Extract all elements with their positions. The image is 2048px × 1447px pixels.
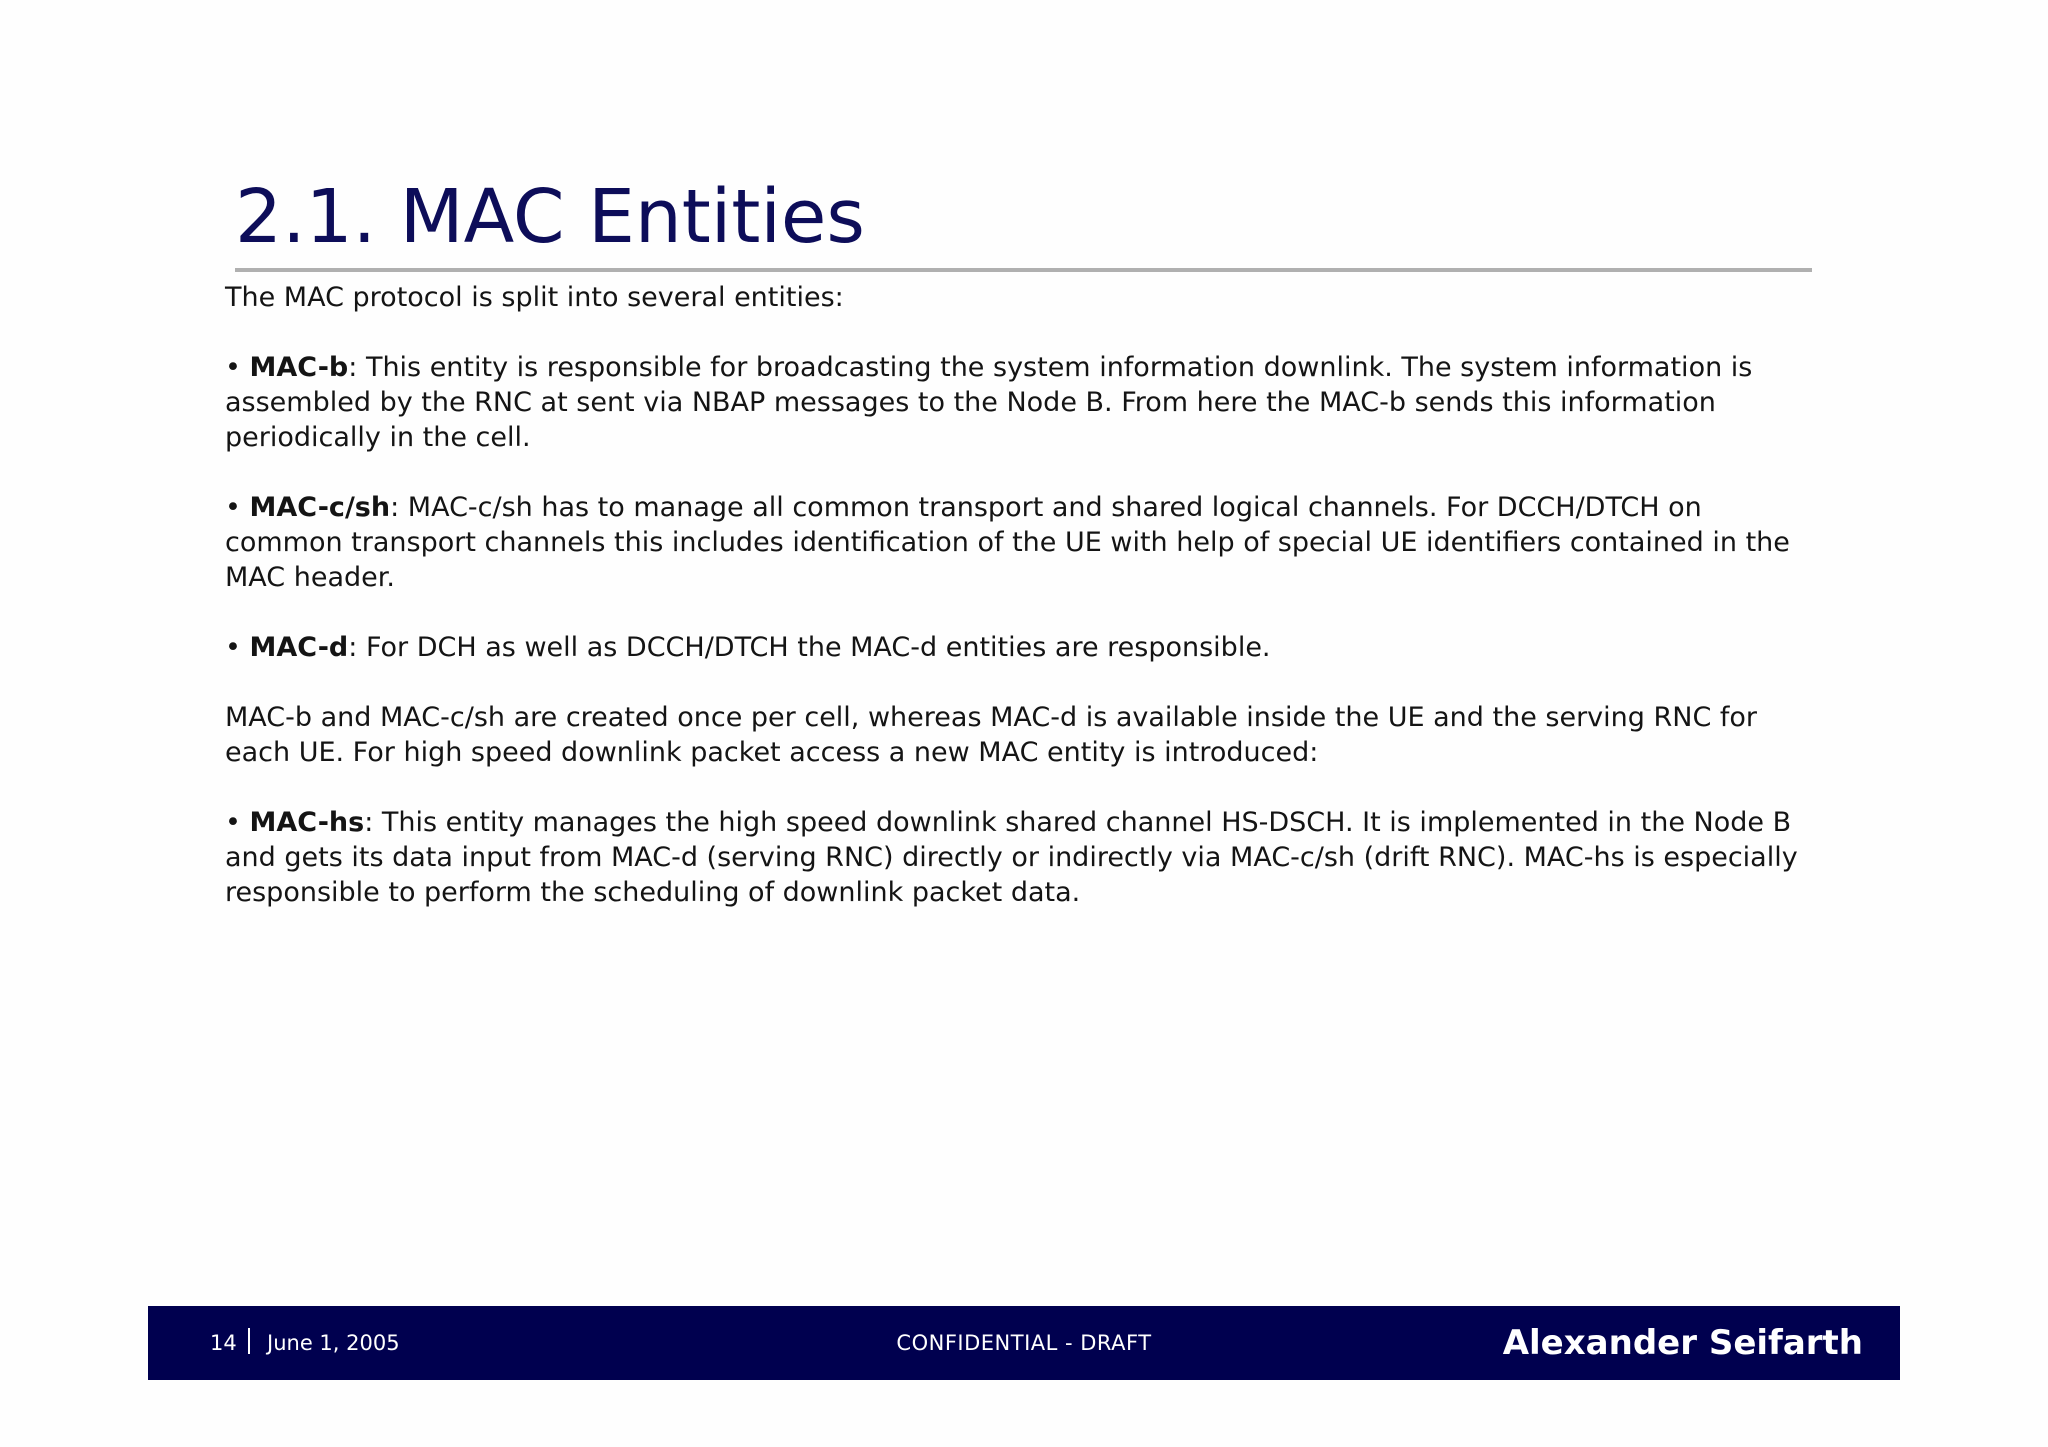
entity-description: : MAC-c/sh has to manage all common transport and shared logical channels. For DCCH/DTCH on common transport channels this includes identification of the UE with help of special UE identifiers contained in the MAC header. (225, 492, 1790, 593)
entity-term: MAC-b (249, 352, 349, 383)
bullet: • (225, 632, 241, 663)
entity-item-mac-b (225, 350, 1825, 455)
author-name: Alexander Seifarth (1502, 1323, 1863, 1363)
entity-term: MAC-c/sh (249, 492, 391, 523)
entity-description: : This entity manages the high speed downlink shared channel HS-DSCH. It is implemented in the Node B and gets its data input from MAC-d (serving RNC) directly or indirectly via MAC-c/sh (drift RNC). MAC-hs is especially responsible to perform the scheduling of downlink packet data. (225, 807, 1798, 908)
bullet: • (225, 352, 241, 383)
entity-item-mac-hs (225, 805, 1825, 910)
title-divider (235, 268, 1812, 272)
entity-description: : This entity is responsible for broadcasting the system information downlink. The system information is assembled by the RNC at sent via NBAP messages to the Node B. From here the MAC-b sends this information periodically in the cell. (225, 352, 1753, 453)
intro-paragraph: The MAC protocol is split into several entities: (225, 282, 844, 313)
entity-description: : For DCH as well as DCCH/DTCH the MAC-d entities are responsible. (348, 632, 1271, 663)
entity-term: MAC-d (249, 632, 349, 663)
confidentiality-label: CONFIDENTIAL - DRAFT (896, 1331, 1152, 1355)
footer-bar (148, 1306, 1900, 1380)
footer-date: June 1, 2005 (267, 1331, 400, 1355)
page-title: 2.1. MAC Entities (235, 174, 865, 260)
entity-item-mac-d (225, 630, 1825, 665)
bullet: • (225, 807, 241, 838)
entity-term: MAC-hs (249, 807, 365, 838)
summary-paragraph: MAC-b and MAC-c/sh are created once per cell, whereas MAC-d is available inside the UE and the serving RNC for each UE. For high speed downlink packet access a new MAC entity is introduced: (225, 702, 1757, 768)
entity-item-mac-c-sh (225, 490, 1825, 595)
page-number: 14 (210, 1331, 237, 1355)
slide-body (225, 280, 1825, 945)
bullet: • (225, 492, 241, 523)
